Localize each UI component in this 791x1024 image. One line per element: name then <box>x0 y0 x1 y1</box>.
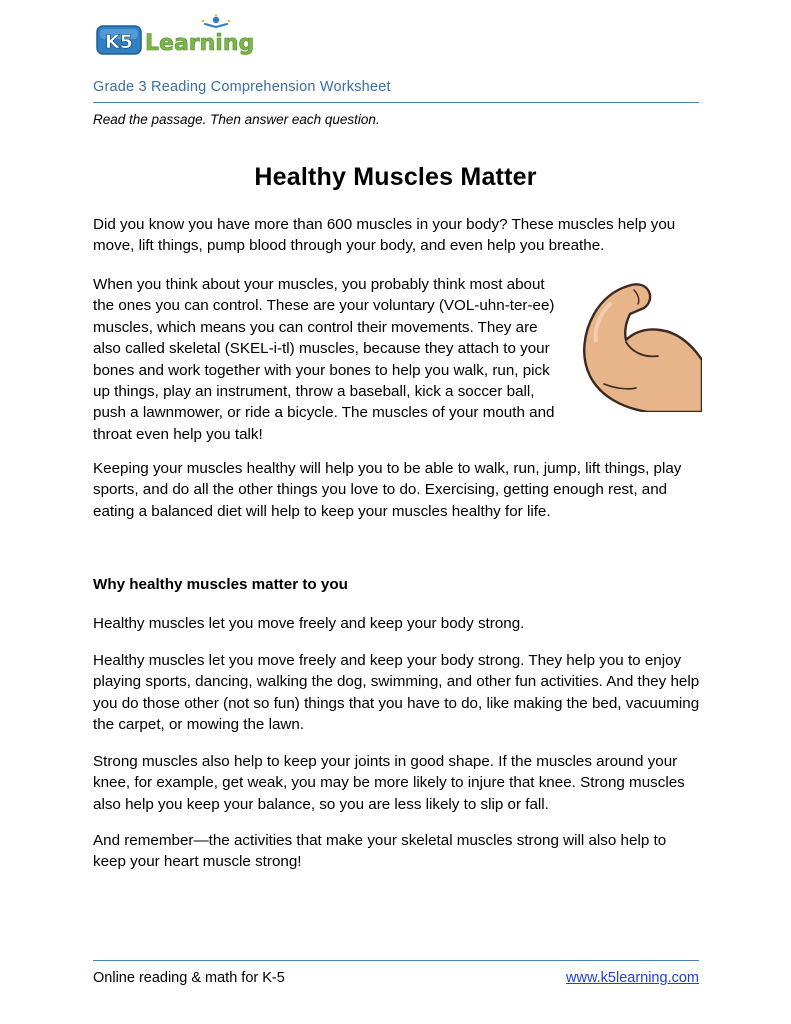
section-paragraph: Healthy muscles let you move freely and keep your body strong. They help you to enjoy playing sports, dancing, walking the dog, swimming, and other fun activities. And they help you do those other (not so fun) things that you have to do, like making the bed, vacuuming the carpet, or mowing the lawn. <box>93 652 700 734</box>
section-paragraph: Healthy muscles let you move freely and keep your body strong. <box>93 615 525 632</box>
instructions: Read the passage. Then answer each question. <box>93 112 380 127</box>
logo-k5-text: K5 <box>105 31 133 53</box>
logo-star-dot <box>215 14 217 16</box>
healthy-muscles-paragraph: Keeping your muscles healthy will help you to be able to walk, run, jump, lift things, play sports, and do all the other things you love to do. Exercising, getting enough rest, and eating a balanced diet will help to keep your muscles healthy for life. <box>93 460 682 520</box>
logo-star-dot <box>202 20 205 23</box>
footer-tagline: Online reading & math for K-5 <box>93 970 285 986</box>
arm-shape <box>584 284 702 412</box>
logo-figure-arms <box>205 24 227 27</box>
logo-figure-head <box>213 17 219 23</box>
k5-learning-logo <box>95 14 265 58</box>
footer-divider <box>93 960 699 961</box>
section-paragraph: And remember—the activities that make your skeletal muscles strong will also help to keep your heart muscle strong! <box>93 832 667 871</box>
footer-website-link[interactable]: www.k5learning.com <box>566 970 699 986</box>
section-heading: Why healthy muscles matter to you <box>93 576 348 593</box>
intro-paragraph: Did you know you have more than 600 muscles in your body? These muscles help you move, lift things, pump blood through your body, and even help you breathe. <box>93 216 676 255</box>
page-title: Healthy Muscles Matter <box>254 163 537 191</box>
logo-star-dot <box>228 20 231 23</box>
header-divider <box>93 102 699 103</box>
worksheet-subject: Grade 3 Reading Comprehension Worksheet <box>93 79 391 95</box>
section-paragraph: Strong muscles also help to keep your joints in good shape. If the muscles around your knee, for example, get weak, you may be more likely to injure that knee. Strong muscles also help you keep your balance, so you are less likely to slip or fall. <box>93 753 685 813</box>
flexed-arm-illustration <box>574 280 702 412</box>
voluntary-muscles-paragraph: When you think about your muscles, you probably think most about the ones you can control. These are your voluntary (VOL-uhn-ter-ee) muscles, which means you can control their movements. They are also called skeletal (SKEL-i-tl) muscles, because they attach to your bones and work together with your bones to help you walk, run, pick up things, play an instrument, throw a baseball, kick a soccer ball, push a lawnmower, or ride a bicycle. The muscles of your mouth and throat even help you talk! <box>93 276 555 443</box>
logo-learning-text: Learning <box>145 31 255 56</box>
